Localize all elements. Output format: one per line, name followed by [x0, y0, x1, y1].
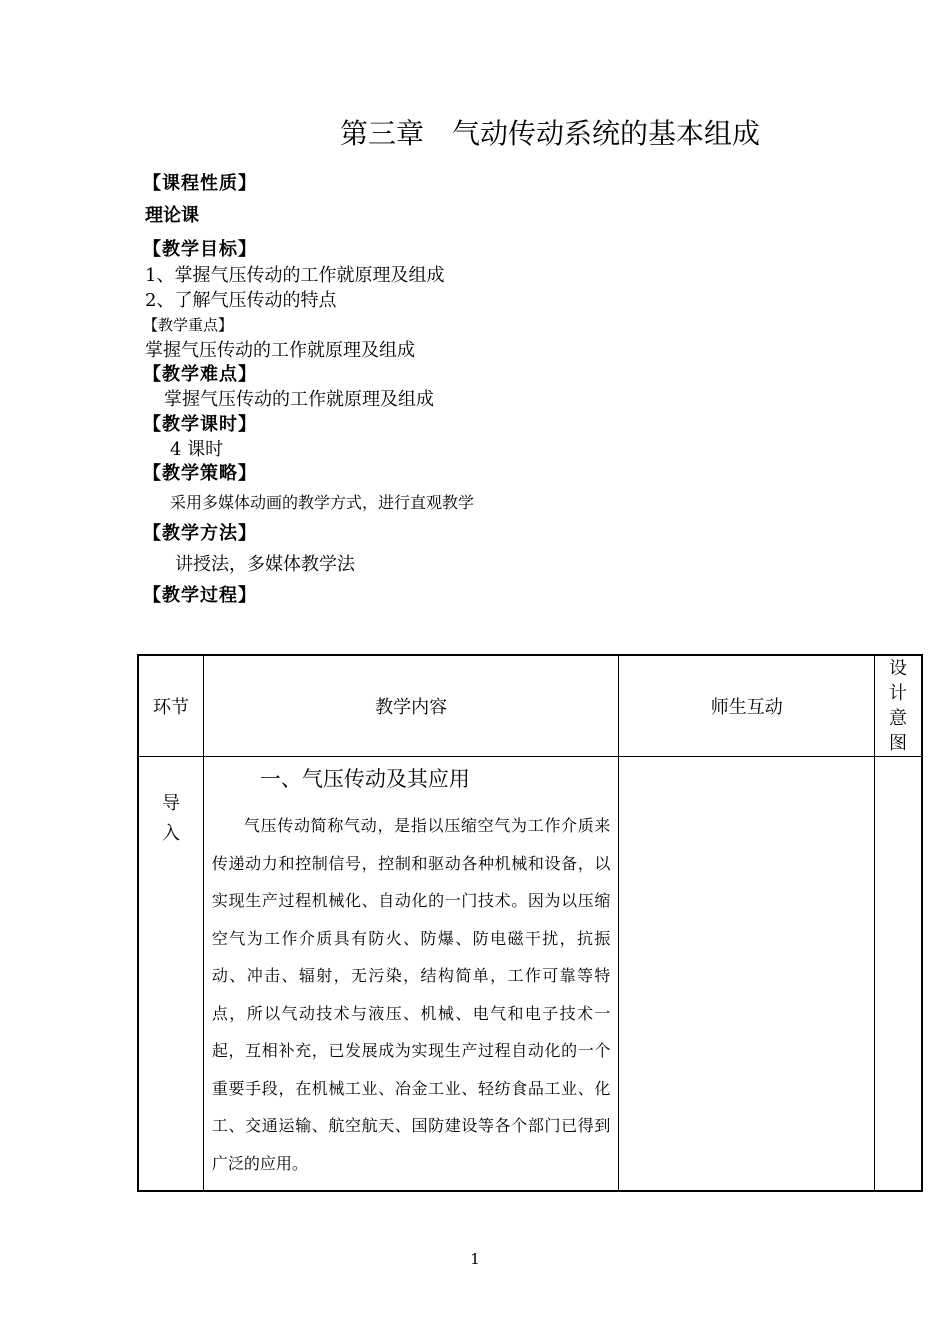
method-text: 讲授法，多媒体教学法: [175, 554, 355, 575]
content-paragraph: 气压传动简称气动，是指以压缩空气为工作介质来传递动力和控制信号，控制和驱动各种机械和设备，以实现生产过程机械化、自动化的一门技术。因为以压缩空气为工作介质具有防火、防爆、防电磁干扰，抗振动、冲击、辐射，无污染，结构简单，工作可靠等特点，所以气动技术与液压、机械、电气和电子技术一起，互相补充，已发展成为实现生产过程自动化的一个重要手段，在机械工业、冶金工业、轻纺食品工业、化工、交通运输、航空航天、国防建设等各个部门已得到广泛的应用。: [211, 816, 611, 1173]
section-title: 一、气压传动及其应用: [259, 767, 470, 791]
header-intent-label: 设计意图: [889, 658, 908, 754]
key-point-text: 掌握气压传动的工作就原理及组成: [145, 340, 415, 361]
table-header-row: [138, 655, 922, 757]
interaction-cell: [619, 757, 875, 1192]
stage-label: 导入: [161, 793, 180, 844]
teaching-process-table: [137, 654, 923, 1192]
method-heading: 【教学方法】: [143, 523, 257, 544]
goal-1: 1、掌握气压传动的工作就原理及组成: [145, 265, 445, 286]
table-row: [138, 757, 922, 1192]
hours-heading: 【教学课时】: [143, 414, 257, 435]
intent-cell: [875, 757, 922, 1192]
header-content: 教学内容: [203, 655, 619, 757]
content-cell: [203, 757, 619, 1192]
page-title: 第三章 气动传动系统的基本组成: [339, 117, 760, 150]
difficulty-heading: 【教学难点】: [143, 364, 257, 385]
goal-2: 2、了解气压传动的特点: [145, 290, 337, 311]
hours-text: 4 课时: [170, 439, 224, 460]
header-interaction: 师生互动: [619, 655, 875, 757]
header-intent: [875, 655, 922, 757]
teaching-goals-heading: 【教学目标】: [143, 239, 257, 260]
strategy-text: 采用多媒体动画的教学方式，进行直观教学: [170, 493, 475, 512]
course-nature-heading: 【课程性质】: [143, 173, 257, 194]
stage-cell: [138, 757, 203, 1192]
strategy-heading: 【教学策略】: [143, 463, 257, 484]
key-point-heading: 【教学重点】: [143, 316, 234, 334]
header-stage: 环节: [138, 655, 203, 757]
page-number: 1: [470, 1250, 480, 1268]
course-nature-text: 理论课: [145, 205, 199, 226]
process-heading: 【教学过程】: [143, 585, 257, 606]
difficulty-text: 掌握气压传动的工作就原理及组成: [164, 389, 434, 410]
